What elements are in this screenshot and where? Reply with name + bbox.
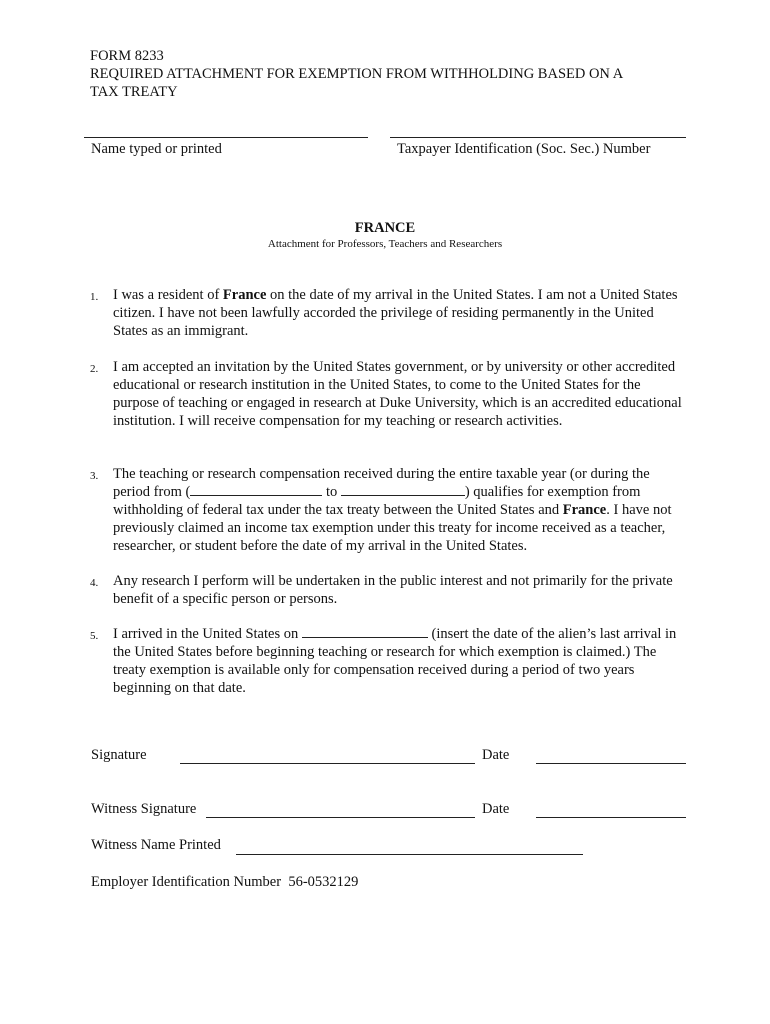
ein-row [91, 874, 358, 891]
witness-signature-line[interactable] [206, 817, 475, 818]
item-number: 1. [90, 291, 99, 303]
witness-date-line[interactable] [536, 817, 686, 818]
name-field-line[interactable] [84, 137, 368, 138]
item-number: 3. [90, 470, 99, 482]
date-label: Date [482, 747, 510, 763]
item-text: I was a resident of France on the date of my arrival in the United States. I am not a United States citizen. I have not been lawfully accorded the privilege of residing permanently in the United States as an immigrant. [113, 287, 678, 339]
form-title-line1: REQUIRED ATTACHMENT FOR EXEMPTION FROM WITHHOLDING BASED ON A [90, 66, 624, 82]
item-text: I arrived in the United States on (insert the date of the alien’s last arrival in the United States before beginning teaching or research for which exemption is claimed.) The treaty exemption is available only for compensation received during a period of two years beginning on that date. [113, 626, 677, 696]
date-line[interactable] [536, 763, 686, 764]
item-number: 4. [90, 577, 99, 589]
arrival-date-field[interactable] [302, 625, 428, 638]
item-text: I am accepted an invitation by the United States government, or by university or other accredited educational or research institution in the United States, to come to the United States for the purpose of teaching or engaged in research at Duke University, which is an accredited educational institution. I will receive compensation for my teaching or research activities. [113, 359, 682, 429]
witness-date-label: Date [482, 801, 510, 817]
ein-value: 56-0532129 [288, 874, 359, 890]
name-label: Name typed or printed [91, 141, 222, 157]
period-to-field[interactable] [341, 483, 465, 496]
attachment-subtitle: Attachment for Professors, Teachers and Researchers [267, 238, 503, 250]
witness-name-label: Witness Name Printed [91, 837, 221, 853]
form-header [90, 47, 623, 101]
witness-signature-label: Witness Signature [91, 801, 197, 817]
signature-line[interactable] [180, 763, 475, 764]
item-text: Any research I perform will be undertaken in the public interest and not primarily for the private benefit of a specific person or persons. [113, 573, 673, 607]
signature-label: Signature [91, 747, 147, 763]
item-number: 2. [90, 363, 99, 375]
item-text: The teaching or research compensation received during the entire taxable year (or during the period from ( to ) qualifies for exemption from withholding of federal tax under the tax treaty between the United States and France. I have not previously claimed an income tax exemption under this treaty for income received as a teacher, researcher, or student before the date of my arrival in the United States. [113, 466, 672, 554]
witness-name-line[interactable] [236, 854, 583, 855]
form-title-line2: TAX TREATY [90, 84, 178, 100]
tin-label: Taxpayer Identification (Soc. Sec.) Number [397, 141, 651, 157]
tin-field-line[interactable] [390, 137, 686, 138]
ein-label: Employer Identification Number [91, 874, 282, 890]
form-number: FORM 8233 [90, 48, 164, 64]
period-from-field[interactable] [190, 483, 322, 496]
item-number: 5. [90, 630, 99, 642]
country-title: FRANCE [354, 220, 416, 236]
